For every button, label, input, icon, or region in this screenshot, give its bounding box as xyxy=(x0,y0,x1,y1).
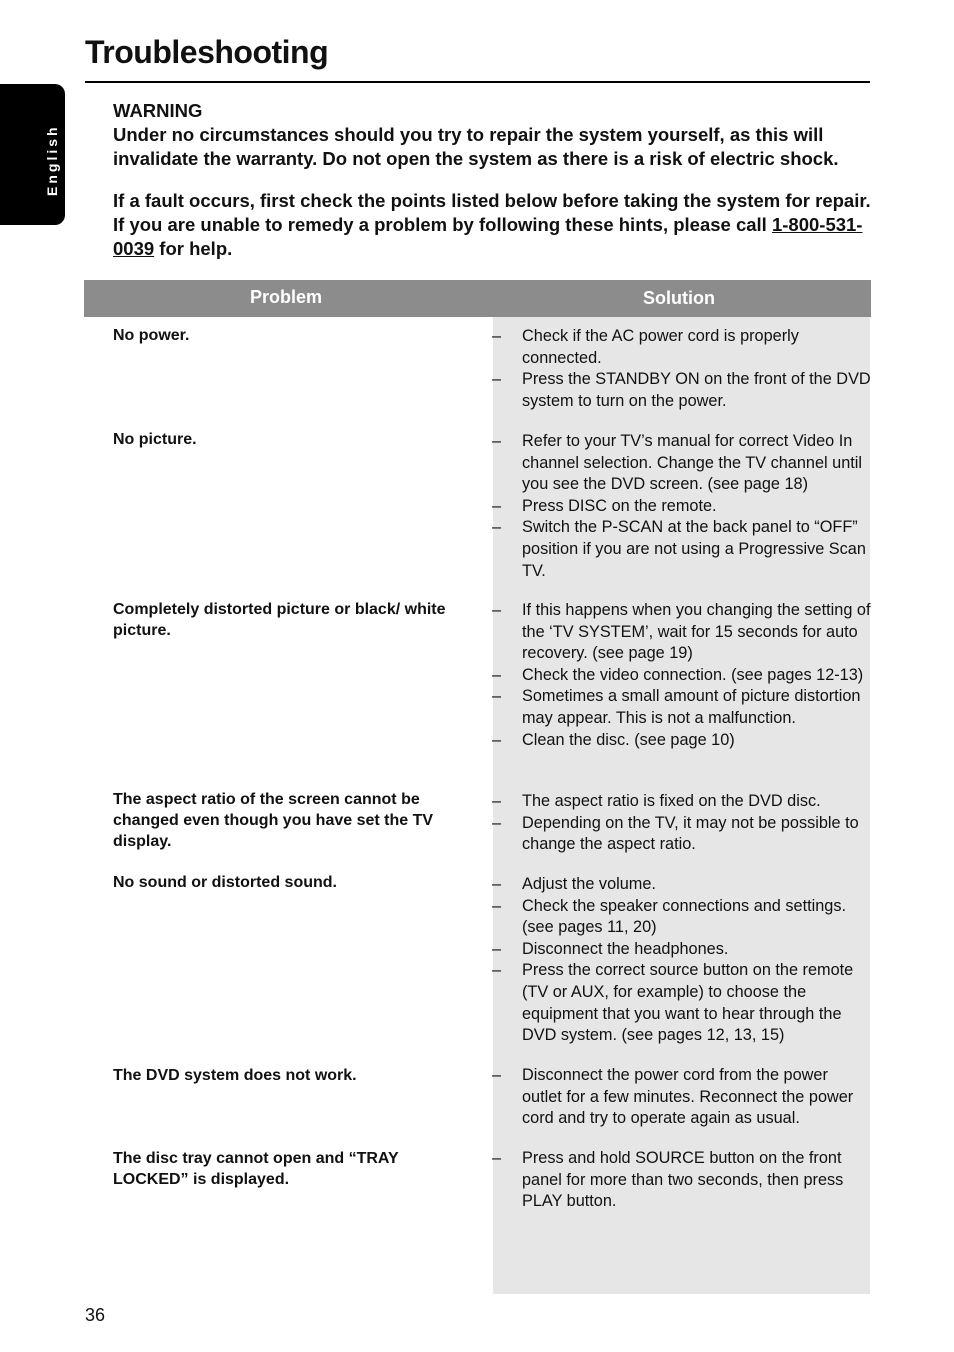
intro-text xyxy=(113,189,873,261)
solution-item: – Sometimes a small amount of picture distortion may appear. This is not a malfunction. xyxy=(492,686,872,729)
helpline-phone-number: 1-800-531-0039 xyxy=(113,214,863,259)
page-title: Troubleshooting xyxy=(85,34,329,70)
solution-item: – The aspect ratio is fixed on the DVD disc. xyxy=(492,791,872,813)
solution-item: – Switch the P-SCAN at the back panel to “OFF” position if you are not using a Progressive Scan TV. xyxy=(492,517,872,582)
intro-text-end: for help. xyxy=(154,238,233,259)
solution-item: – Refer to your TV’s manual for correct Video In channel selection. Change the TV channel until you see the DVD screen. (see page 18) xyxy=(492,431,872,496)
warning-text: Under no circumstances should you try to repair the system yourself, as this will invalidate the warranty. Do not open the system as there is a risk of electric shock. xyxy=(113,124,839,169)
solution-list-no-power xyxy=(492,326,872,412)
problem-system-not-working: The DVD system does not work. xyxy=(113,1067,357,1084)
solution-item: – Disconnect the power cord from the power outlet for a few minutes. Reconnect the power cord and try to operate again as usual. xyxy=(492,1065,872,1130)
solution-list-tray-locked xyxy=(492,1148,872,1213)
solution-item: – Press the STANDBY ON on the front of the DVD system to turn on the power. xyxy=(492,369,872,412)
solution-item: – Press DISC on the remote. xyxy=(492,496,872,518)
solution-item: – Adjust the volume. xyxy=(492,874,872,896)
problem-tray-locked: The disc tray cannot open and “TRAY LOCKED” is displayed. xyxy=(113,1150,399,1188)
page-number: 36 xyxy=(85,1305,106,1325)
solution-item: – Press and hold SOURCE button on the front panel for more than two seconds, then press PLAY button. xyxy=(492,1148,872,1213)
problem-no-picture: No picture. xyxy=(113,431,197,448)
solution-list-no-picture xyxy=(492,431,872,582)
solution-item: – Clean the disc. (see page 10) xyxy=(492,730,872,752)
solution-column-header: Solution xyxy=(643,288,715,308)
solution-list-system-not-working xyxy=(492,1065,872,1130)
solution-item: – Check if the AC power cord is properly connected. xyxy=(492,326,872,369)
problem-aspect-ratio: The aspect ratio of the screen cannot be changed even though you have set the TV display. xyxy=(113,791,434,850)
intro-text-start: If a fault occurs, first check the points listed below before taking the system for repair. If you are unable to remedy a problem by following these hints, please call xyxy=(113,190,871,235)
language-tab xyxy=(0,84,65,225)
problem-distorted-picture: Completely distorted picture or black/ white picture. xyxy=(113,601,446,639)
warning-heading: WARNING xyxy=(113,100,203,121)
solution-item: – Depending on the TV, it may not be possible to change the aspect ratio. xyxy=(492,813,872,856)
solution-item: – Press the correct source button on the remote (TV or AUX, for example) to choose the equipment that you want to hear through the DVD system. (see pages 12, 13, 15) xyxy=(492,960,872,1046)
solution-list-distorted-picture xyxy=(492,600,872,751)
solution-item: – Disconnect the headphones. xyxy=(492,939,872,961)
language-tab-label: English xyxy=(44,124,60,196)
title-divider xyxy=(85,81,870,83)
solution-item: – If this happens when you changing the setting of the ‘TV SYSTEM’, wait for 15 seconds for auto recovery. (see page 19) xyxy=(492,600,872,665)
problem-column-header: Problem xyxy=(250,287,323,307)
warning-block xyxy=(113,99,873,261)
problem-no-power: No power. xyxy=(113,327,190,344)
solution-item: – Check the video connection. (see pages 12-13) xyxy=(492,665,872,687)
table-header xyxy=(84,280,871,317)
problem-no-sound: No sound or distorted sound. xyxy=(113,874,337,891)
solution-item: – Check the speaker connections and settings. (see pages 11, 20) xyxy=(492,896,872,939)
solution-list-aspect-ratio xyxy=(492,791,872,856)
solution-list-no-sound xyxy=(492,874,872,1047)
